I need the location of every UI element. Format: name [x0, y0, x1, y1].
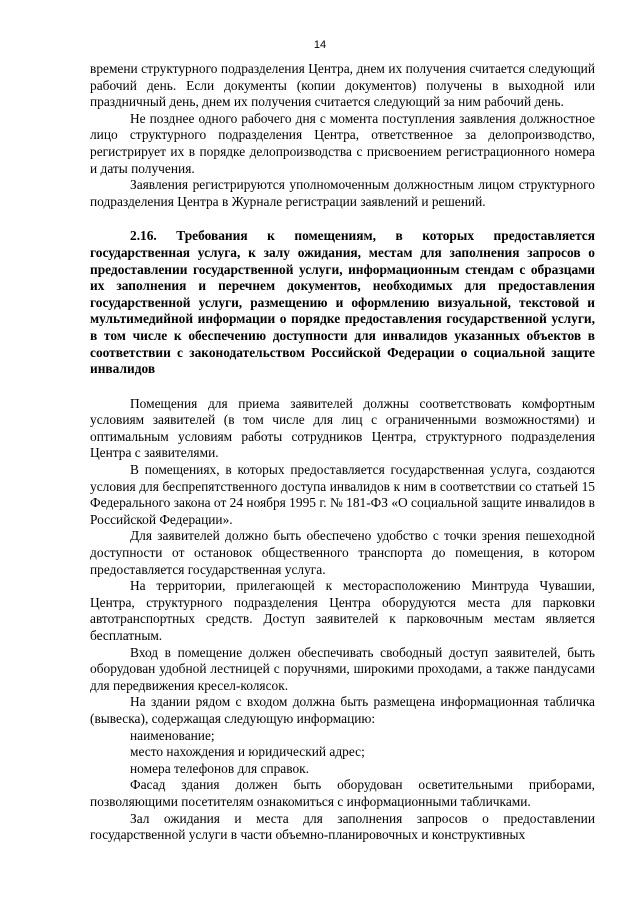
paragraph: Не позднее одного рабочего дня с момента поступления заявления должностное лицо структурного подразделения Центра, ответственное за делопроизводство, регистрирует их в порядке делопроизводства с присвоением регистрационного номера и даты получения. — [90, 110, 595, 176]
list-item: номера телефонов для справок. — [130, 760, 310, 776]
document-body — [90, 61, 595, 844]
paragraph: Заявления регистрируются уполномоченным должностным лицом структурного подразделения Центра в Журнале регистрации заявлений и решений. — [90, 177, 595, 209]
paragraph: Для заявителей должно быть обеспечено удобство с точки зрения пешеходной доступности от остановок общественного транспорта до помещения, в котором предоставляется государственная услуга. — [90, 528, 595, 577]
paragraph: Помещения для приема заявителей должны соответствовать комфортным условиям заявителей (в том числе для лиц с ограниченными возможностями) и оптимальным условиям работы сотрудников Центра, структурного подразделения Центра с заявителями. — [90, 395, 595, 461]
paragraph: В помещениях, в которых предоставляется государственная услуга, создаются условия для беспрепятственного доступа инвалидов к ним в соответствии со статьей 15 Федерального закона от 24 ноября 1995 г. № 181-ФЗ «О социальной защите инвалидов в Российской Федерации». — [90, 462, 595, 527]
page-number: 14 — [313, 39, 327, 51]
spacer — [90, 378, 595, 396]
paragraph: времени структурного подразделения Центра, днем их получения считается следующий рабочий день. Если документы (копии документов) получены в выходной или праздничный день, днем их получения считается следующий за ним рабочий день. — [90, 61, 595, 110]
list-item: наименование; — [130, 727, 215, 743]
spacer — [90, 210, 595, 228]
paragraph: На здании рядом с входом должна быть размещена информационная табличка (вывеска), содержащая следующую информацию: — [90, 694, 595, 726]
paragraph: Фасад здания должен быть оборудован осветительными приборами, позволяющими посетителям ознакомиться с информационными табличками. — [90, 777, 595, 809]
paragraph: Вход в помещение должен обеспечивать свободный доступ заявителей, быть оборудован удобной лестницей с поручнями, широкими проходами, а также пандусами для передвижения кресел-колясок. — [90, 644, 595, 693]
section-heading: 2.16. Требования к помещениям, в которых предоставляется государственная услуга, к залу ожидания, местам для заполнения запросов о предоставлении государственной услуги, информационным стендам с образцами их заполнения и перечнем документов, необходимых для предоставления государственной услуги, размещению и оформлению визуальной, текстовой и мультимедийной информации о порядке предоставления государственной услуги, в том числе к обеспечению доступности для инвалидов указанных объектов в соответствии с законодательством Российской Федерации о социальной защите инвалидов — [90, 228, 595, 377]
list-item: место нахождения и юридический адрес; — [130, 744, 365, 760]
paragraph: Зал ожидания и места для заполнения запросов о предоставлении государственной услуги в части объемно-планировочных и конструктивных — [90, 810, 595, 843]
paragraph: На территории, прилегающей к месторасположению Минтруда Чувашии, Центра, структурного подразделения Центра оборудуются места для парковки автотранспортных средств. Доступ заявителей к парковочным местам является бесплатным. — [90, 578, 595, 643]
